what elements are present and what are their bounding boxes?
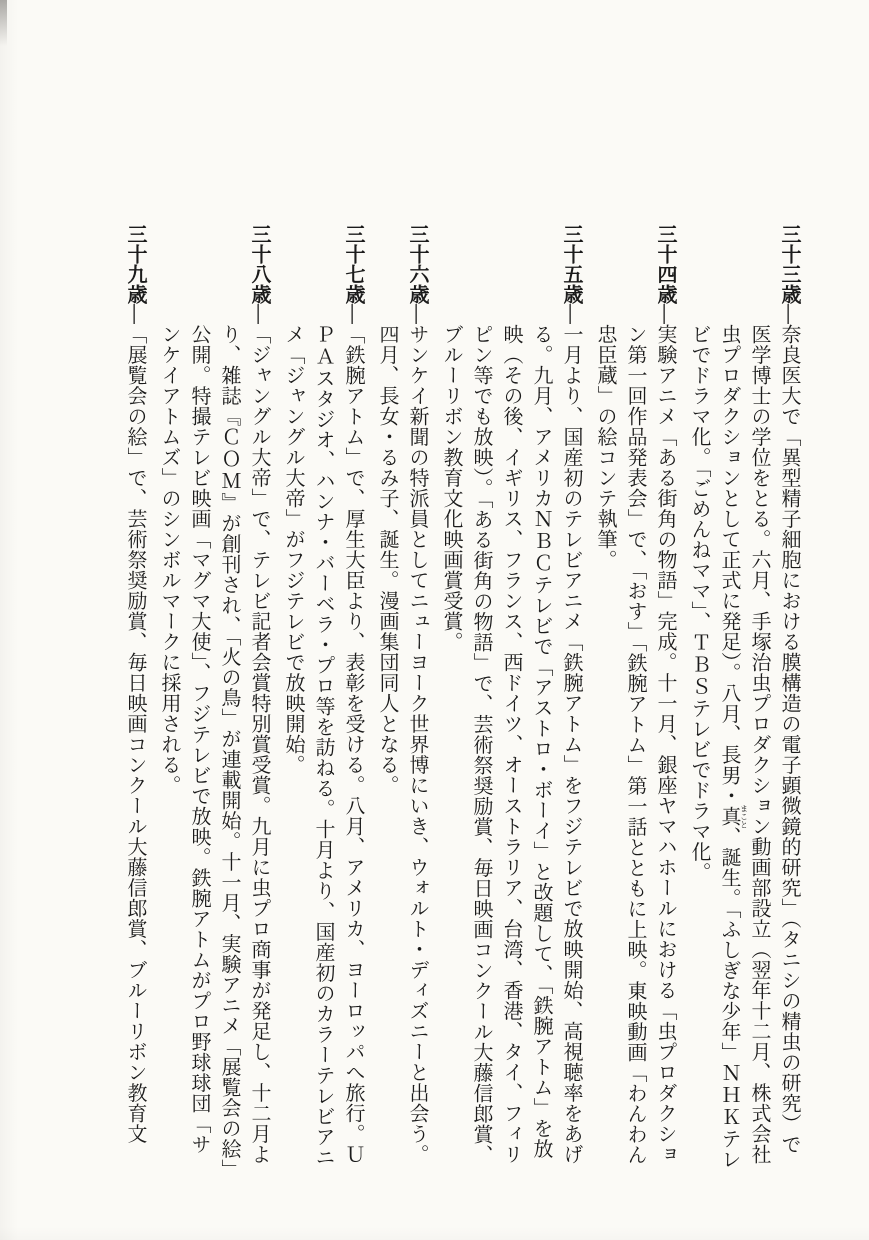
- chronology-entry-showa38: [437, 78, 587, 1170]
- entry-text: サンケイ新聞の特派員としてニューヨーク世界博にいき、ウォルト・ディズニーと出会う。四月、長女・るみ子、誕生。漫画集団同人となる。: [376, 324, 430, 1165]
- entry-dash: ―: [124, 304, 148, 324]
- entry-dash: ―: [406, 304, 430, 324]
- entry-age: 三十三歳: [778, 224, 802, 304]
- chronology-entry-showa41: [155, 78, 275, 1170]
- entry-year: [403, 78, 433, 224]
- entry-dash: ―: [778, 304, 802, 324]
- entry-text: 実験アニメ「ある街角の物語」完成。十一月、銀座ヤマハホールにおける「虫プロダクション第一回作品発表会」で、「おす」「鉄腕アトム」第一話とともに上映。東映動画「わんわん忠臣蔵」の絵コンテ執筆。: [594, 324, 678, 1165]
- chronology-entry-showa36: [685, 78, 805, 1170]
- entry-dash: ―: [654, 304, 678, 324]
- entry-text: 「鉄腕アトム」で、厚生大臣より、表彰を受ける。八月、アメリカ、ヨーロッパへ旅行。ＵＰＡスタジオ、ハンナ・バーベラ・プロ等を訪ねる。十月より、国産初のカラーテレビアニメ「ジャングル大帝」がフジテレビで放映開始。: [282, 324, 366, 1168]
- chronology-entry-showa42: [121, 78, 151, 1170]
- scan-edge-artifact: [0, 0, 7, 46]
- entry-year: [121, 78, 151, 224]
- entry-age: 三十四歳: [654, 224, 678, 304]
- chronology-entry-showa39: [373, 78, 433, 1170]
- entry-age: 三十七歳: [342, 224, 366, 304]
- entry-age: 三十六歳: [406, 224, 430, 304]
- entry-dash: ―: [342, 304, 366, 324]
- chronology-entry-showa37: [591, 78, 681, 1170]
- entry-age: 三十九歳: [124, 224, 148, 304]
- entry-dash: ―: [560, 304, 584, 324]
- entry-text: 奈良医大で「異型精子細胞における膜構造の電子顕微鏡的研究」（タニシの精虫の研究）で医学博士の学位をとる。六月、手塚治虫プロダクション動画部設立（翌年十二月、株式会社虫プロダクションとして正式に発足）。八月、長男・真まこと、誕生。「ふしぎな少年」ＮＨＫテレビでドラマ化。「ごめんねママ」、ＴＢＳテレビでドラマ化。: [688, 324, 802, 1170]
- entry-age: 三十五歳: [560, 224, 584, 304]
- entry-year: [651, 78, 681, 224]
- entry-year: [775, 78, 805, 224]
- chronology-text-block: [121, 78, 805, 1170]
- entry-age: 三十八歳: [248, 224, 272, 304]
- entry-text: 「ジャングル大帝」で、テレビ記者会賞特別賞受賞。九月に虫プロ商事が発足し、十二月より、雑誌『ＣＯＭ』が創刊され、「火の鳥」が連載開始。十一月、実験アニメ「展覧会の絵」公開。特撮テレビ映画「マグマ大使」、フジテレビで放映。鉄腕アトムがプロ野球球団「サンケイアトムズ」のシンボルマークに採用される。: [158, 324, 272, 1170]
- entry-year: [245, 78, 275, 224]
- entry-dash: ―: [248, 304, 272, 324]
- entry-text: 一月より、国産初のテレビアニメ「鉄腕アトム」をフジテレビで放映開始、高視聴率をあげる。九月、アメリカＮＢＣテレビで「アストロ・ボーイ」と改題して、「鉄腕アトム」を放映（その後、イギリス、フランス、西ドイツ、オーストラリア、台湾、香港、タイ、フィリピン等でも放映）。「ある街角の物語」で、芸術祭奨励賞、毎日映画コンクール大藤信郎賞、ブルーリボン教育文化映画賞受賞。: [440, 324, 584, 1165]
- entry-year: [557, 78, 587, 224]
- chronology-entry-showa40: [279, 78, 369, 1170]
- entry-text: 「展覧会の絵」で、芸術祭奨励賞、毎日映画コンクール大藤信郎賞、ブルーリボン教育文: [124, 324, 148, 1144]
- entry-year: [339, 78, 369, 224]
